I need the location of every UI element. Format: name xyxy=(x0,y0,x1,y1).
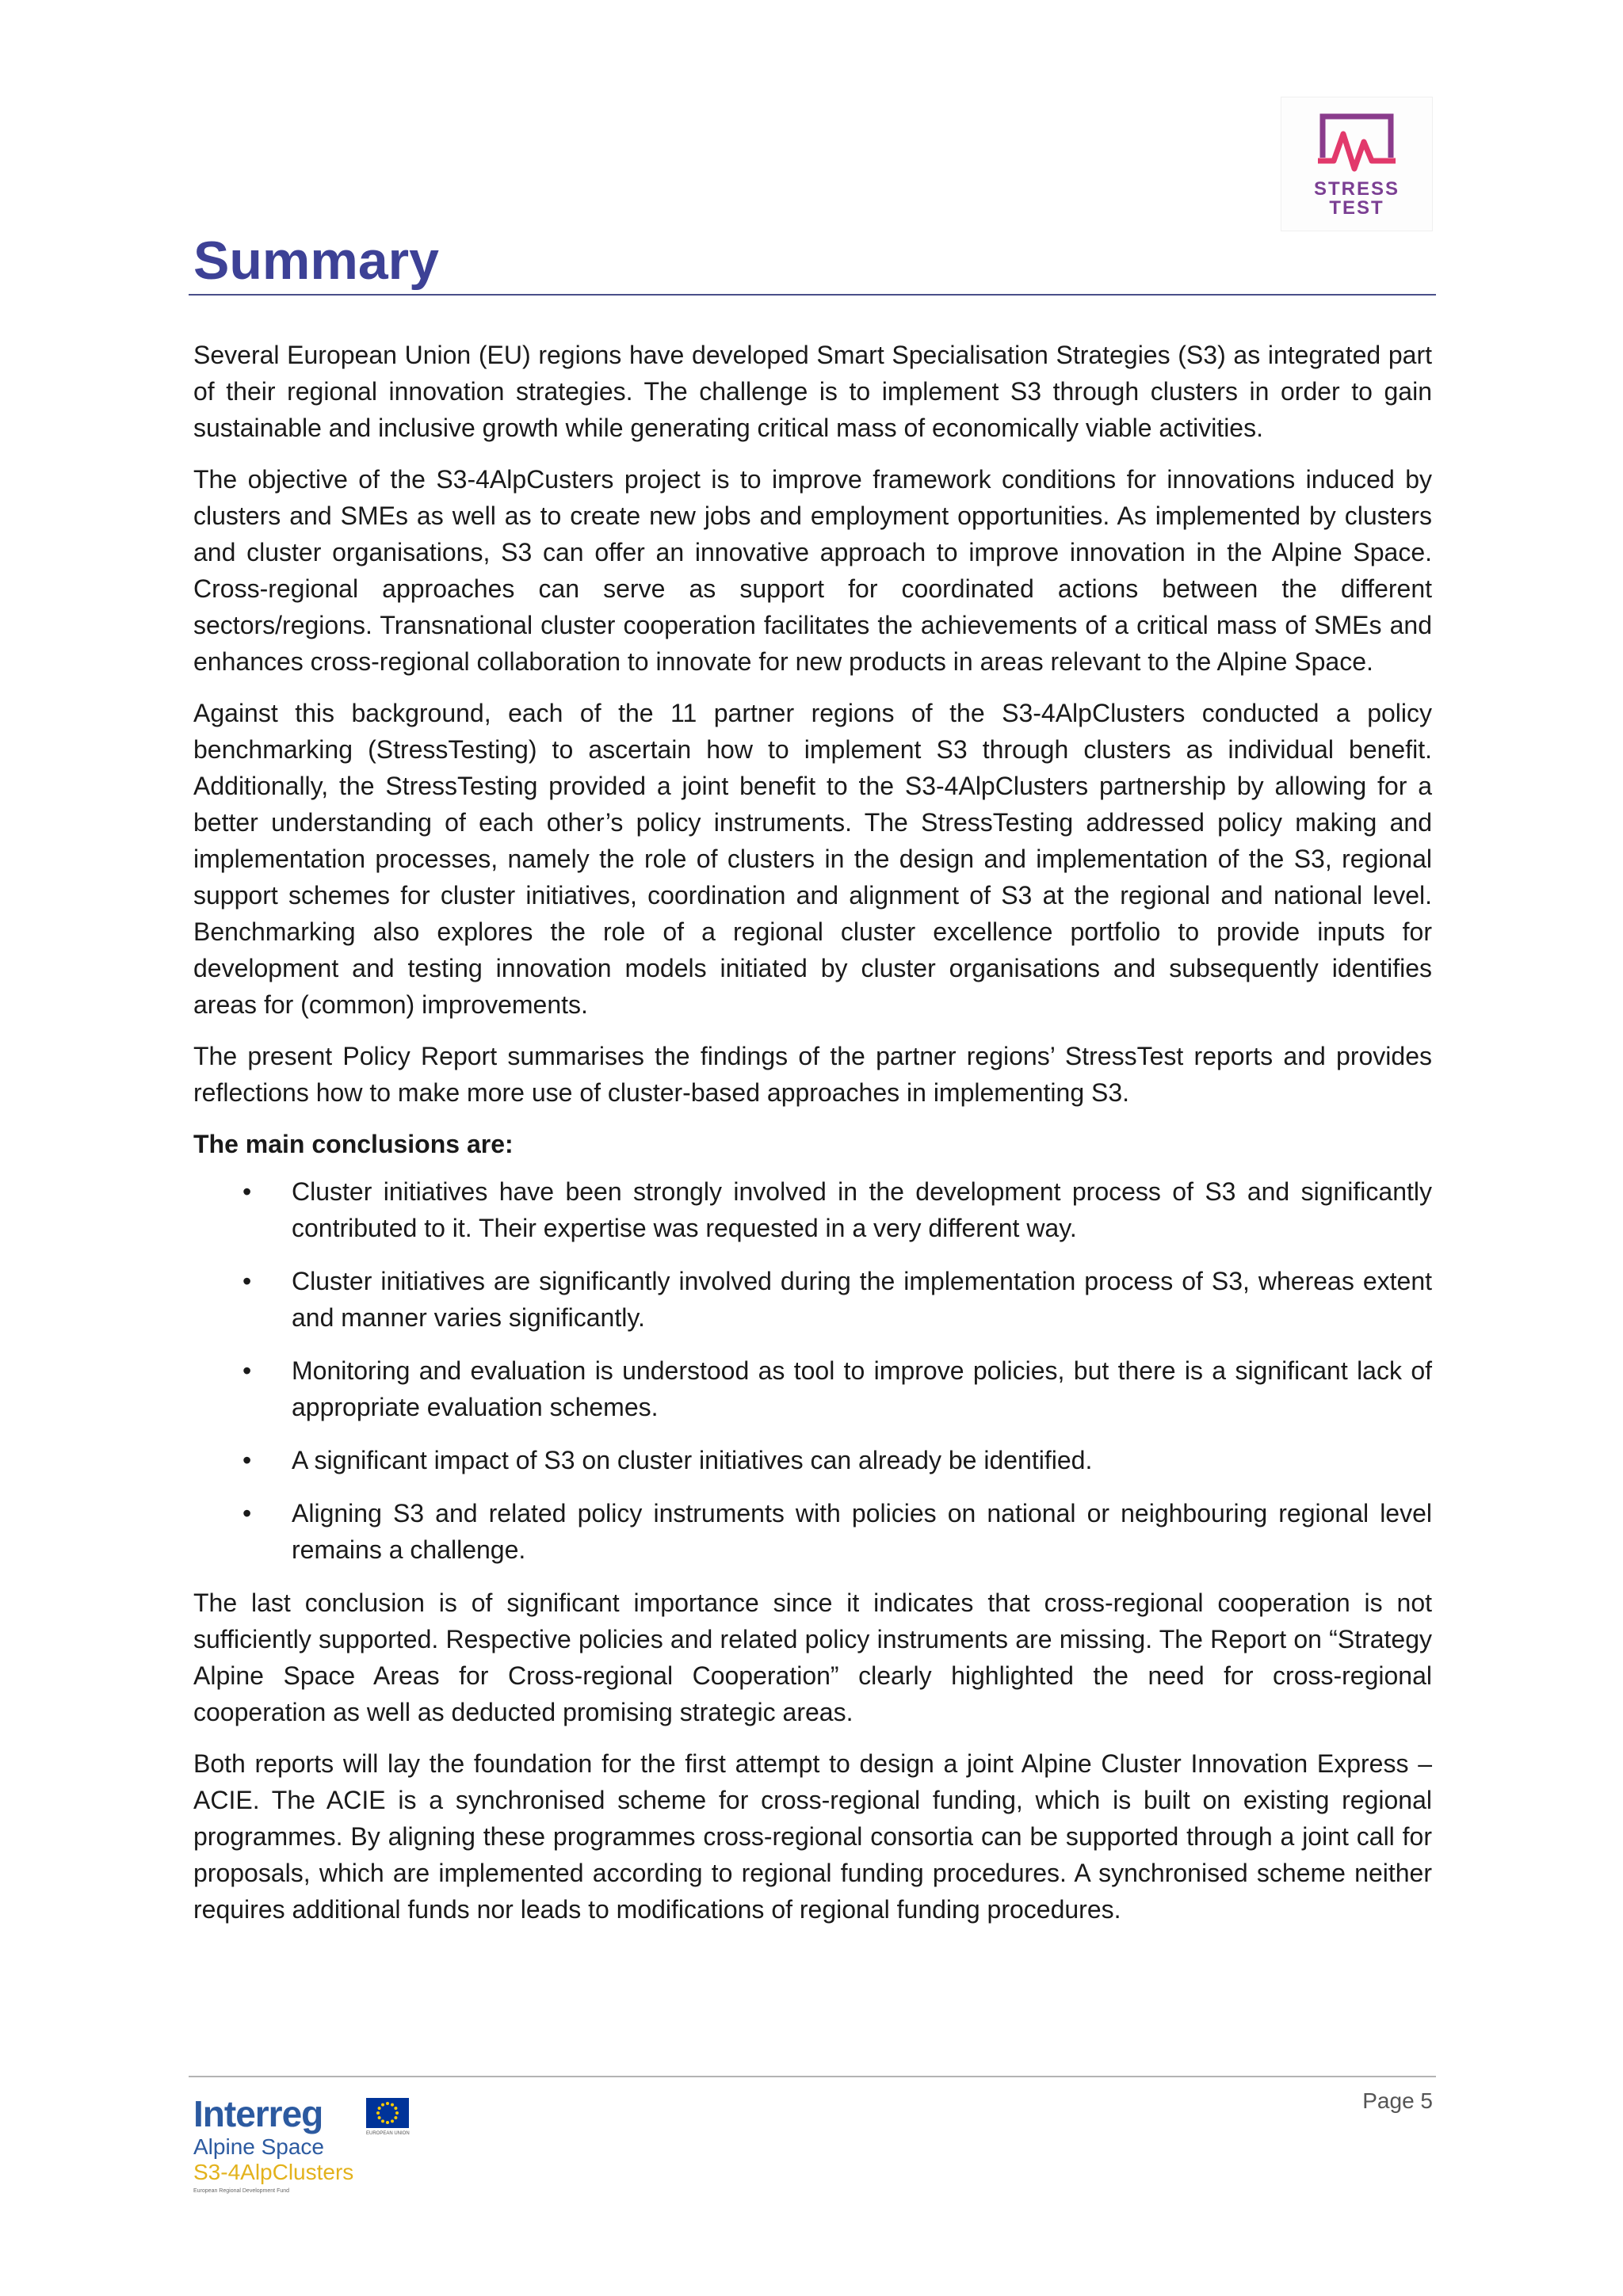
list-item-text: Monitoring and evaluation is understood as tool to improve policies, but there is a significant lack of appropriate evaluation schemes. xyxy=(292,1356,1432,1421)
heartbeat-icon xyxy=(1315,110,1399,180)
paragraph: The last conclusion is of significant importance since it indicates that cross-regional cooperation is not sufficiently supported. Respective policies and related policy instruments are missing. The Report on “Strategy Alpine Space Areas for Cross-regional Cooperation” clearly highlighted the need for cross-regional cooperation as well as deducted promising strategic areas. xyxy=(193,1589,1432,1726)
footer-divider xyxy=(189,2076,1436,2077)
list-item-text: Aligning S3 and related policy instruments with policies on national or neighbouring regional level remains a challenge. xyxy=(292,1499,1432,1564)
list-item xyxy=(193,1352,1432,1425)
fund-caption: European Regional Development Fund xyxy=(193,2188,290,2194)
eu-caption: EUROPEAN UNION xyxy=(366,2131,410,2136)
page-number: Page 5 xyxy=(1362,2088,1433,2113)
bullet-icon: • xyxy=(242,1499,252,1527)
project-wordmark: S3-4AlpClusters xyxy=(193,2160,354,2184)
list-item-text: Cluster initiatives have been strongly involved in the development process of S3 and significantly contributed to it. Their expertise was requested in a very different way. xyxy=(292,1177,1432,1242)
conclusions-heading: The main conclusions are: xyxy=(193,1130,514,1158)
bullet-icon: • xyxy=(242,1446,252,1474)
list-item xyxy=(193,1442,1432,1478)
alpine-space-wordmark: Alpine Space xyxy=(193,2134,325,2159)
eu-flag-icon xyxy=(366,2098,409,2128)
interreg-logo xyxy=(193,2093,415,2194)
interreg-wordmark: Interreg xyxy=(193,2093,323,2134)
list-item-text: Cluster initiatives are significantly involved during the implementation process of S3, whereas extent and manner varies significantly. xyxy=(292,1267,1432,1332)
bullet-icon: • xyxy=(242,1267,252,1295)
title-divider xyxy=(189,294,1436,296)
paragraph: Both reports will lay the foundation for the first attempt to design a joint Alpine Cluster Innovation Express – ACIE. The ACIE is a synchronised scheme for cross-regional funding, which is built on existing regional programmes. By aligning these programmes cross-regional consortia can be supported through a joint call for proposals, which are implemented according to regional funding procedures. A synchronised scheme neither requires additional funds nor leads to modifications of regional funding procedures. xyxy=(193,1749,1432,1924)
paragraph: Against this background, each of the 11 partner regions of the S3-4AlpClusters conducted a policy benchmarking (StressTesting) to ascertain how to implement S3 through clusters as individual benefit. Additionally, the StressTesting provided a joint benefit to the S3-4AlpClusters partnership by allowing for a better understanding of each other’s policy instruments. The StressTesting addressed policy making and implementation processes, namely the role of clusters in the design and implementation of the S3, regional support schemes for cluster initiatives, coordination and alignment of S3 at the regional and national level. Benchmarking also explores the role of a regional cluster excellence portfolio to provide inputs for development and testing innovation models initiated by cluster organisations and subsequently identifies areas for (common) improvements. xyxy=(193,699,1432,1019)
paragraph: Several European Union (EU) regions have developed Smart Specialisation Strategies (S3) as integrated part of their regional innovation strategies. The challenge is to implement S3 through clusters in order to gain sustainable and inclusive growth while generating critical mass of economically viable activities. xyxy=(193,341,1432,442)
stress-test-logo xyxy=(1281,97,1433,231)
bullet-icon: • xyxy=(242,1177,252,1206)
list-item-text: A significant impact of S3 on cluster initiatives can already be identified. xyxy=(292,1446,1093,1474)
paragraph: The objective of the S3-4AlpCusters project is to improve framework conditions for innovations induced by clusters and SMEs as well as to create new jobs and employment opportunities. As implemented by clusters and cluster organisations, S3 can offer an innovative approach to improve innovation in the Alpine Space. Cross-regional approaches can serve as support for coordinated actions between the different sectors/regions. Transnational cluster cooperation facilitates the achievements of a critical mass of SMEs and enhances cross-regional collaboration to innovate for new products in areas relevant to the Alpine Space. xyxy=(193,465,1432,676)
document-body xyxy=(193,337,1432,1943)
paragraph: The present Policy Report summarises the findings of the partner regions’ StressTest reports and provides reflections how to make more use of cluster-based approaches in implementing S3. xyxy=(193,1042,1432,1107)
bullet-icon: • xyxy=(242,1356,252,1385)
conclusions-list xyxy=(193,1173,1432,1568)
page-title: Summary xyxy=(193,231,439,291)
list-item xyxy=(193,1173,1432,1246)
list-item xyxy=(193,1263,1432,1336)
list-item xyxy=(193,1495,1432,1568)
logo-text-stress: STRESS xyxy=(1313,178,1400,200)
logo-text-test: TEST xyxy=(1329,197,1384,219)
